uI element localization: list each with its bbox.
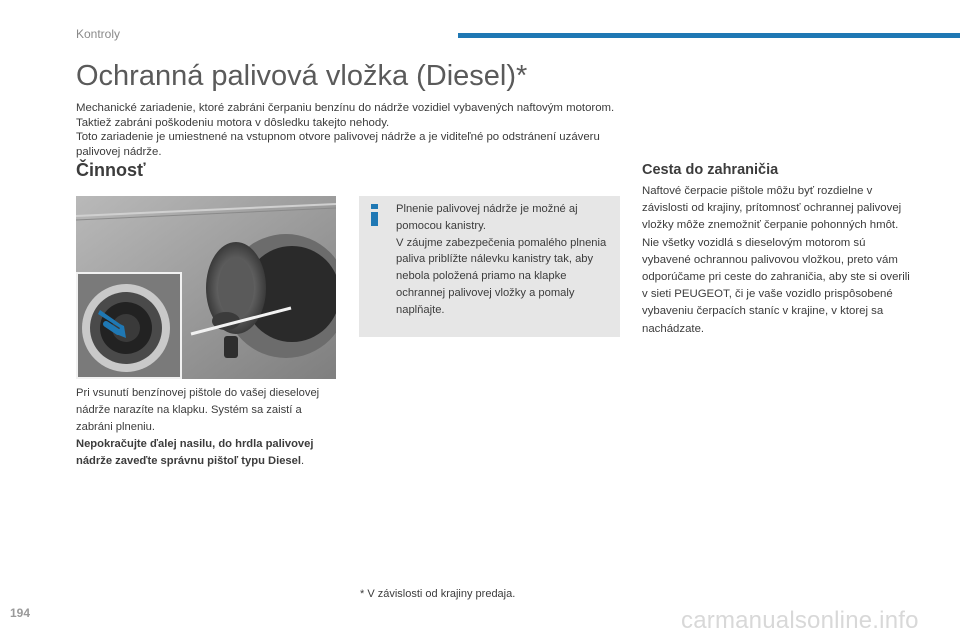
- info-paragraph-1: Plnenie palivovej nádrže je možné aj pomocou kanistry.: [396, 203, 578, 232]
- fuel-filler-illustration: [76, 196, 336, 379]
- abroad-paragraph-2: Nie všetky vozidlá s dieselovým motorom sú vybavené ochrannou palivovou vložkou, preto vám odporúčame pri ceste do zahraničia, aby ste si overili v sieti PEUGEOT, či je vaše vozidlo prispôsobené vybaveniu čerpacích staníc v krajine, v ktorej sa nachádzate.: [642, 236, 910, 335]
- abroad-paragraph-1: Naftové čerpacie pištole môžu byť rozdielne v závislosti od krajiny, prítomnosť ochrannej palivovej vložky môže znemožniť čerpanie pohonných hmôt.: [642, 185, 902, 232]
- activity-caption-warning: [76, 436, 336, 470]
- watermark: carmanualsonline.info: [681, 607, 919, 634]
- page-title: Ochranná palivová vložka (Diesel)*: [76, 60, 528, 92]
- intro-paragraph-2: Toto zariadenie je umiestnené na vstupnom otvore palivovej nádrže a je viditeľné po odstránení uzáveru palivovej nádrže.: [76, 131, 600, 158]
- page-number: 194: [10, 606, 31, 620]
- abroad-heading: Cesta do zahraničia: [642, 162, 779, 178]
- activity-heading: Činnosť: [76, 160, 146, 180]
- header-rule: [458, 33, 960, 38]
- fuel-filler-photo: [76, 196, 336, 379]
- info-text: [396, 201, 612, 319]
- intro-paragraph-1: Mechanické zariadenie, ktoré zabráni čerpaniu benzínu do nádrže vozidiel vybavených naftovým motorom. Taktiež zabráni poškodeniu motora v dôsledku takejto nehody.: [76, 102, 615, 129]
- activity-caption-end: .: [300, 455, 305, 467]
- activity-caption-bold: Nepokračujte ďalej nasilu, do hrdla palivovej nádrže zaveďte správnu pištoľ typu Diesel: [76, 438, 314, 467]
- activity-caption: [76, 385, 336, 470]
- intro-text: [76, 101, 626, 159]
- info-paragraph-2: V záujme zabezpečenia pomalého plnenia paliva priblížte nálevku kanistry tak, aby nebola položená priamo na klapke ochrannej palivovej vložky a pomaly naplňajte.: [396, 236, 607, 316]
- abroad-text: [642, 183, 912, 338]
- info-icon: [370, 204, 379, 226]
- section-label: Kontroly: [76, 27, 121, 41]
- activity-caption-normal: Pri vsunutí benzínovej pištole do vašej dieselovej nádrže narazíte na klapku. Systém sa zaistí a zabráni plneniu.: [76, 387, 320, 433]
- footnote: * V závislosti od krajiny predaja.: [360, 588, 516, 600]
